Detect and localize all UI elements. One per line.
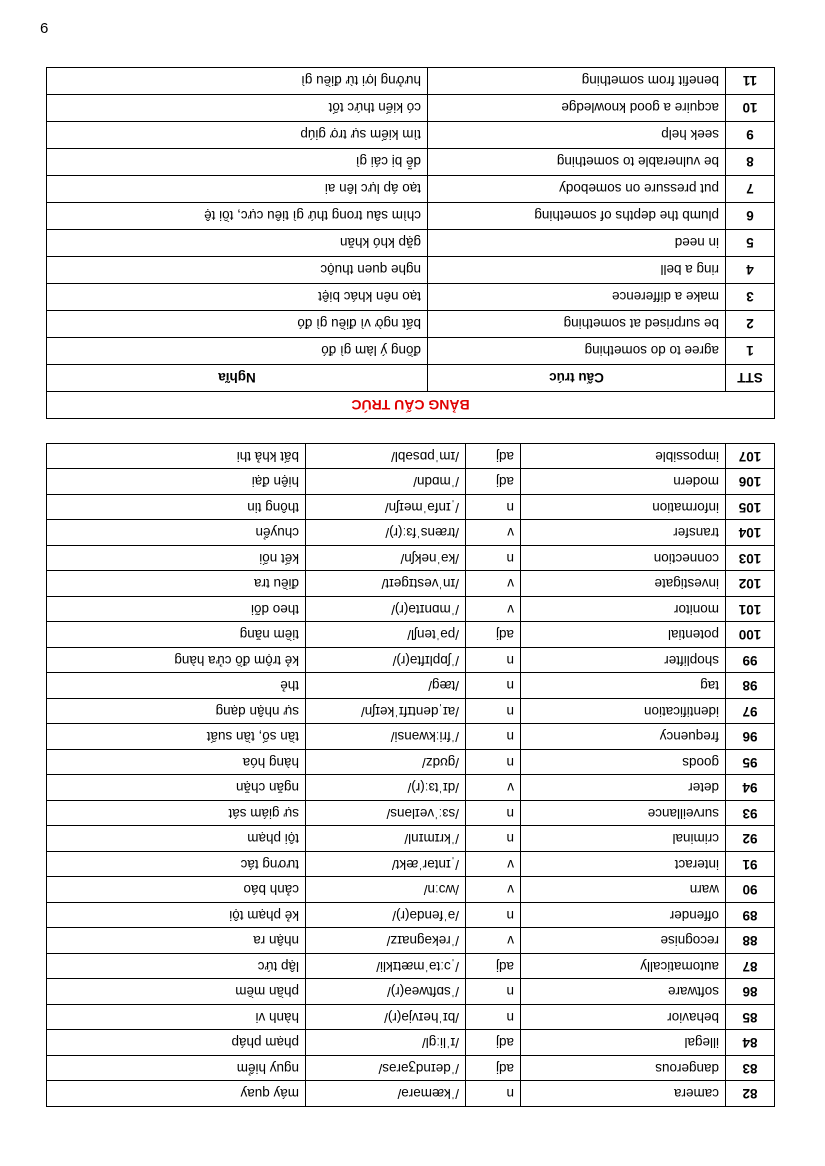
structure-number: 5 [726, 230, 775, 257]
vocabulary-row [47, 571, 775, 597]
vocab-meaning: nhận ra [47, 928, 306, 954]
vocab-word: warn [521, 877, 726, 903]
vocab-meaning: tương tác [47, 852, 306, 878]
vocab-pronunciation: /bɪˈheɪvjə(r)/ [306, 1005, 466, 1031]
structure-number: 6 [726, 203, 775, 230]
vocab-meaning: thẻ [47, 673, 306, 699]
vocab-meaning: tội phạm [47, 826, 306, 852]
vocab-number: 91 [726, 852, 775, 878]
vocab-number: 98 [726, 673, 775, 699]
structure-phrase: plumb the depths of something [428, 203, 726, 230]
vocab-part-of-speech: n [466, 1005, 521, 1031]
vocabulary-row [47, 801, 775, 827]
vocabulary-row [47, 495, 775, 521]
vocab-pronunciation: /sɜːˈveɪləns/ [306, 801, 466, 827]
structure-number: 9 [726, 122, 775, 149]
structure-meaning: hưởng lợi từ điều gì [46, 68, 427, 95]
vocab-number: 97 [726, 699, 775, 725]
vocab-number: 94 [726, 775, 775, 801]
vocab-pronunciation: /ˌɪntərˈækt/ [306, 852, 466, 878]
vocab-number: 82 [726, 1081, 775, 1107]
structure-row [46, 149, 774, 176]
vocab-meaning: điều tra [47, 571, 306, 597]
vocab-pronunciation: /ˈsɒftweə(r)/ [306, 979, 466, 1005]
vocabulary-row [47, 520, 775, 546]
vocab-word: deter [521, 775, 726, 801]
vocab-meaning: lập tức [47, 954, 306, 980]
vocabulary-row [47, 979, 775, 1005]
structure-phrase: be vulnerable to something [428, 149, 726, 176]
vocab-word: goods [521, 750, 726, 776]
vocabulary-row [47, 775, 775, 801]
vocab-part-of-speech: v [466, 775, 521, 801]
vocab-number: 95 [726, 750, 775, 776]
vocab-number: 107 [726, 444, 775, 470]
vocabulary-table [46, 443, 775, 1107]
vocab-part-of-speech: n [466, 546, 521, 572]
vocab-pronunciation: /əˈfendə(r)/ [306, 903, 466, 929]
vocab-number: 103 [726, 546, 775, 572]
vocab-word: behavior [521, 1005, 726, 1031]
vocabulary-row [47, 1030, 775, 1056]
vocab-meaning: hàng hóa [47, 750, 306, 776]
vocab-meaning: hành vi [47, 1005, 306, 1031]
vocab-meaning: tiềm năng [47, 622, 306, 648]
vocab-meaning: cảnh báo [47, 877, 306, 903]
vocab-meaning: phần mềm [47, 979, 306, 1005]
vocabulary-row [47, 903, 775, 929]
vocab-part-of-speech: adj [466, 622, 521, 648]
structure-number: 11 [726, 68, 775, 95]
vocabulary-row [47, 826, 775, 852]
structure-number: 1 [726, 338, 775, 365]
vocab-number: 106 [726, 469, 775, 495]
structure-row [46, 203, 774, 230]
vocabulary-row [47, 1005, 775, 1031]
structure-row [46, 230, 774, 257]
structure-meaning: dễ bị cái gì [46, 149, 427, 176]
vocabulary-row [47, 444, 775, 470]
vocab-meaning: máy quay [47, 1081, 306, 1107]
vocabulary-row [47, 546, 775, 572]
structure-row [46, 95, 774, 122]
vocab-number: 101 [726, 597, 775, 623]
vocab-word: potential [521, 622, 726, 648]
vocab-word: investigate [521, 571, 726, 597]
vocab-part-of-speech: n [466, 826, 521, 852]
structure-number: 8 [726, 149, 775, 176]
vocab-word: modern [521, 469, 726, 495]
vocab-number: 86 [726, 979, 775, 1005]
structure-title-row [46, 392, 774, 419]
structure-row [46, 257, 774, 284]
vocab-pronunciation: /ˈkæmərə/ [306, 1081, 466, 1107]
vocab-pronunciation: /wɔːn/ [306, 877, 466, 903]
vocab-part-of-speech: v [466, 928, 521, 954]
structure-phrase: put pressure on somebody [428, 176, 726, 203]
structure-phrase: ring a bell [428, 257, 726, 284]
structure-phrase: in need [428, 230, 726, 257]
vocabulary-row [47, 1081, 775, 1107]
structure-number: 4 [726, 257, 775, 284]
vocab-word: illegal [521, 1030, 726, 1056]
vocab-word: automatically [521, 954, 726, 980]
structure-meaning: gặp khó khăn [46, 230, 427, 257]
vocab-meaning: ngăn chặn [47, 775, 306, 801]
vocab-word: information [521, 495, 726, 521]
vocabulary-row [47, 852, 775, 878]
vocab-pronunciation: /kəˈnekʃn/ [306, 546, 466, 572]
vocab-pronunciation: /tæɡ/ [306, 673, 466, 699]
vocabulary-row [47, 877, 775, 903]
vocab-pronunciation: /ˈmɒnɪtə(r)/ [306, 597, 466, 623]
vocab-meaning: chuyển [47, 520, 306, 546]
vocab-part-of-speech: n [466, 699, 521, 725]
structure-meaning: có kiến thức tốt [46, 95, 427, 122]
vocab-word: impossible [521, 444, 726, 470]
vocab-pronunciation: /pəˈtenʃl/ [306, 622, 466, 648]
vocab-meaning: thông tin [47, 495, 306, 521]
vocab-word: connection [521, 546, 726, 572]
vocab-meaning: tần số, tần suất [47, 724, 306, 750]
vocab-pronunciation: /ɪnˈvestɪɡeɪt/ [306, 571, 466, 597]
vocab-meaning: bất khả thi [47, 444, 306, 470]
vocab-number: 92 [726, 826, 775, 852]
vocab-meaning: kẻ phạm tội [47, 903, 306, 929]
vocab-part-of-speech: n [466, 673, 521, 699]
vocab-word: recognise [521, 928, 726, 954]
structure-row [46, 176, 774, 203]
vocab-meaning: sự giám sát [47, 801, 306, 827]
vocab-part-of-speech: n [466, 979, 521, 1005]
vocab-pronunciation: /ˈkrɪmɪnl/ [306, 826, 466, 852]
structure-number: 3 [726, 284, 775, 311]
vocab-meaning: kẻ trộm đồ cửa hàng [47, 648, 306, 674]
vocab-part-of-speech: n [466, 648, 521, 674]
vocabulary-row [47, 648, 775, 674]
structure-number: 10 [726, 95, 775, 122]
vocab-number: 105 [726, 495, 775, 521]
vocab-number: 89 [726, 903, 775, 929]
vocab-part-of-speech: n [466, 801, 521, 827]
vocabulary-row [47, 469, 775, 495]
vocab-meaning: hiện đại [47, 469, 306, 495]
vocab-pronunciation: /ˈfriːkwənsi/ [306, 724, 466, 750]
structure-row [46, 122, 774, 149]
vocab-part-of-speech: n [466, 495, 521, 521]
vocab-word: software [521, 979, 726, 1005]
vocabulary-row [47, 699, 775, 725]
vocabulary-row [47, 750, 775, 776]
structure-header-row [46, 365, 774, 392]
structure-phrase: be surprised at something [428, 311, 726, 338]
vocab-word: frequency [521, 724, 726, 750]
vocab-meaning: theo dõi [47, 597, 306, 623]
vocab-part-of-speech: v [466, 877, 521, 903]
vocabulary-row [47, 724, 775, 750]
header-meaning: Nghĩa [46, 365, 427, 392]
structure-meaning: nghe quen thuộc [46, 257, 427, 284]
vocab-word: identification [521, 699, 726, 725]
vocab-meaning: kết nối [47, 546, 306, 572]
structure-meaning: chìm sâu trong thứ gì tiêu cực, tồi tệ [46, 203, 427, 230]
structure-phrase: make a difference [428, 284, 726, 311]
vocab-pronunciation: /ˌɪnfəˈmeɪʃn/ [306, 495, 466, 521]
vocabulary-row [47, 597, 775, 623]
vocab-word: criminal [521, 826, 726, 852]
structure-phrase: acquire a good knowledge [428, 95, 726, 122]
structure-phrase: agree to do something [428, 338, 726, 365]
vocab-part-of-speech: v [466, 520, 521, 546]
vocab-number: 104 [726, 520, 775, 546]
vocab-word: dangerous [521, 1056, 726, 1082]
structure-meaning: tìm kiếm sự trợ giúp [46, 122, 427, 149]
vocabulary-row [47, 954, 775, 980]
vocab-number: 90 [726, 877, 775, 903]
vocabulary-row [47, 928, 775, 954]
vocab-number: 85 [726, 1005, 775, 1031]
vocabulary-row [47, 1056, 775, 1082]
vocab-number: 102 [726, 571, 775, 597]
structure-phrase: benefit from something [428, 68, 726, 95]
structure-row [46, 311, 774, 338]
vocab-pronunciation: /ˈdeɪndʒərəs/ [306, 1056, 466, 1082]
structure-table-title: BẢNG CẤU TRÚC [46, 392, 774, 419]
vocab-word: tag [521, 673, 726, 699]
vocab-pronunciation: /aɪˌdentɪfɪˈkeɪʃn/ [306, 699, 466, 725]
structure-number: 2 [726, 311, 775, 338]
vocab-part-of-speech: adj [466, 1030, 521, 1056]
table-gap [47, 419, 775, 443]
vocab-word: camera [521, 1081, 726, 1107]
vocab-word: monitor [521, 597, 726, 623]
vocab-word: shoplifter [521, 648, 726, 674]
vocabulary-row [47, 673, 775, 699]
vocab-part-of-speech: n [466, 903, 521, 929]
vocab-part-of-speech: adj [466, 1056, 521, 1082]
structure-number: 7 [726, 176, 775, 203]
structure-row [46, 284, 774, 311]
vocab-word: surveillance [521, 801, 726, 827]
structure-row [46, 68, 774, 95]
rotated-content [47, 70, 775, 1107]
vocab-number: 84 [726, 1030, 775, 1056]
vocab-word: interact [521, 852, 726, 878]
structure-row [46, 338, 774, 365]
vocab-pronunciation: /ɡʊdz/ [306, 750, 466, 776]
vocab-part-of-speech: v [466, 571, 521, 597]
vocab-number: 99 [726, 648, 775, 674]
vocab-number: 83 [726, 1056, 775, 1082]
vocab-word: transfer [521, 520, 726, 546]
vocab-pronunciation: /ɪmˈpɒsəbl/ [306, 444, 466, 470]
structure-meaning: tạo nên khác biệt [46, 284, 427, 311]
vocab-part-of-speech: n [466, 724, 521, 750]
vocab-pronunciation: /trænsˈfɜː(r)/ [306, 520, 466, 546]
vocab-part-of-speech: adj [466, 954, 521, 980]
vocab-number: 96 [726, 724, 775, 750]
page-number: 6 [40, 20, 49, 37]
vocab-part-of-speech: n [466, 750, 521, 776]
vocab-number: 100 [726, 622, 775, 648]
structure-table [46, 67, 775, 419]
structure-meaning: tạo áp lực lên ai [46, 176, 427, 203]
vocabulary-row [47, 622, 775, 648]
vocab-pronunciation: /ˈrekəɡnaɪz/ [306, 928, 466, 954]
header-stt: STT [726, 365, 775, 392]
vocab-pronunciation: /ˈmɒdn/ [306, 469, 466, 495]
vocab-meaning: sự nhận dạng [47, 699, 306, 725]
vocab-part-of-speech: adj [466, 444, 521, 470]
vocab-pronunciation: /ˈʃɒplɪftə(r)/ [306, 648, 466, 674]
vocab-part-of-speech: v [466, 597, 521, 623]
header-structure: Cấu trúc [428, 365, 726, 392]
vocab-pronunciation: /ɪˈliːɡl/ [306, 1030, 466, 1056]
vocab-number: 87 [726, 954, 775, 980]
structure-phrase: seek help [428, 122, 726, 149]
structure-meaning: đồng ý làm gì đó [46, 338, 427, 365]
vocab-meaning: phạm pháp [47, 1030, 306, 1056]
vocab-number: 88 [726, 928, 775, 954]
vocab-meaning: nguy hiểm [47, 1056, 306, 1082]
vocab-part-of-speech: adj [466, 469, 521, 495]
vocab-part-of-speech: n [466, 1081, 521, 1107]
structure-meaning: bất ngờ vì điều gì đó [46, 311, 427, 338]
vocab-pronunciation: /dɪˈtɜː(r)/ [306, 775, 466, 801]
vocab-pronunciation: /ˌɔːtəˈmætɪkli/ [306, 954, 466, 980]
vocab-part-of-speech: v [466, 852, 521, 878]
vocab-number: 93 [726, 801, 775, 827]
vocab-word: offender [521, 903, 726, 929]
